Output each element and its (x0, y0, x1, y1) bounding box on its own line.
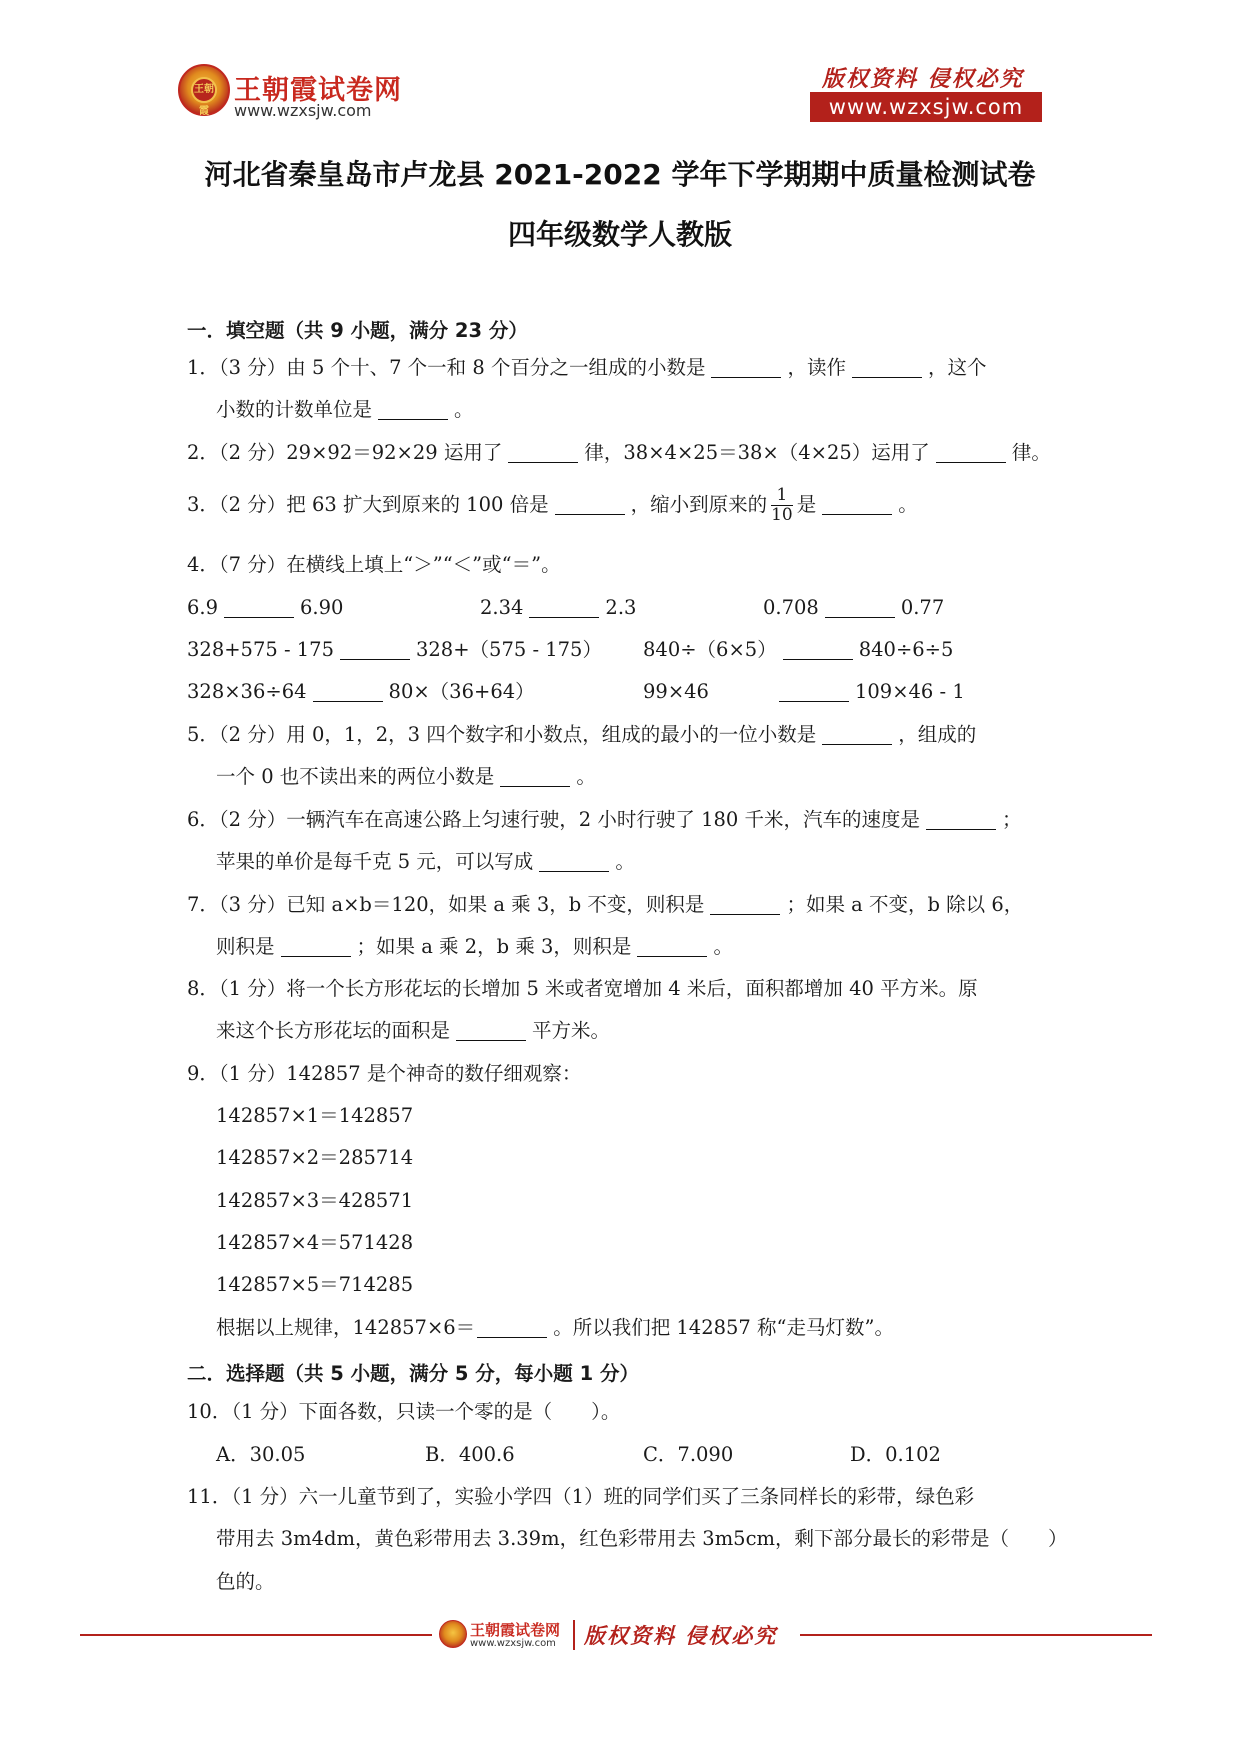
q7-text: 则积是 (216, 935, 275, 958)
footer-logo-icon (439, 1620, 467, 1648)
pattern-line: 142857×1＝142857 (216, 1104, 414, 1127)
choice-option-d[interactable]: D．0.102 (850, 1443, 941, 1466)
q2-text: 2．（2 分）29×92＝92×29 运用了 (187, 441, 503, 464)
answer-blank[interactable] (555, 495, 625, 515)
answer-blank[interactable] (456, 1021, 526, 1041)
question-8-cont (216, 1019, 610, 1043)
answer-blank[interactable] (529, 598, 599, 618)
q3-text: 是 (796, 493, 817, 516)
answer-blank[interactable] (926, 810, 996, 830)
rights-notice: 版权资料 侵权必究 (822, 66, 1024, 92)
answer-blank[interactable] (711, 358, 781, 378)
fraction-denominator: 10 (771, 505, 793, 525)
compare-right: 109×46 - 1 (854, 680, 965, 703)
q7-text: 7．（3 分）已知 a×b＝120，如果 a 乘 3，b 不变，则积是 (187, 893, 705, 916)
emblem-text: 王朝霞 (191, 77, 217, 103)
answer-blank[interactable] (637, 937, 707, 957)
section-heading-fill-blank: 一．填空题（共 9 小题，满分 23 分） (187, 319, 528, 342)
compare-right: 0.77 (900, 596, 945, 619)
q6-text: 。 (615, 850, 635, 873)
compare-item (187, 680, 535, 704)
fraction-numerator: 1 (771, 486, 793, 506)
logo-url: www.wzxsjw.com (234, 101, 372, 120)
pattern-line: 142857×2＝285714 (216, 1146, 414, 1169)
question-7 (187, 893, 1023, 917)
q6-text: 6．（2 分）一辆汽车在高速公路上匀速行驶，2 小时行驶了 180 千米，汽车的速度是 (187, 808, 920, 831)
question-4: 4．（7 分）在横线上填上“＞”“＜”或“＝”。 (187, 553, 561, 576)
compare-left: 328+575 - 175 (187, 638, 334, 661)
q1-text: 。 (454, 398, 474, 421)
logo-emblem-icon (178, 64, 230, 116)
q1-text: ，读作 (787, 356, 846, 379)
q9-text: 根据以上规律，142857×6＝ (216, 1316, 476, 1339)
question-11-cont: 带用去 3m4dm，黄色彩带用去 3.39m，红色彩带用去 3m5cm，剩下部分最长的彩带是（ ） (216, 1527, 1068, 1550)
question-9: 9．（1 分）142857 是个神奇的数仔细观察： (187, 1062, 582, 1085)
question-1 (187, 356, 987, 380)
q8-text: 来这个长方形花坛的面积是 (216, 1019, 451, 1042)
q9-text: 。所以我们把 142857 称“走马灯数”。 (553, 1316, 894, 1339)
answer-blank[interactable] (822, 495, 892, 515)
q1-text: 小数的计数单位是 (216, 398, 373, 421)
q1-text: 1．（3 分）由 5 个十、7 个一和 8 个百分之一组成的小数是 (187, 356, 706, 379)
rights-url-banner: www.wzxsjw.com (810, 92, 1042, 122)
q5-text: ，组成的 (898, 723, 977, 746)
question-1-cont (216, 398, 474, 422)
compare-item (187, 596, 343, 620)
pattern-line: 142857×5＝714285 (216, 1273, 414, 1296)
answer-blank[interactable] (477, 1318, 547, 1338)
logo-name: 王朝霞试卷网 (234, 75, 402, 106)
question-5 (187, 723, 976, 747)
compare-item (643, 638, 953, 662)
compare-item (187, 638, 602, 662)
answer-blank[interactable] (539, 852, 609, 872)
pattern-line: 142857×3＝428571 (216, 1189, 414, 1212)
choice-option-c[interactable]: C．7.090 (643, 1443, 734, 1466)
choice-option-a[interactable]: A．30.05 (216, 1443, 306, 1466)
answer-blank[interactable] (825, 598, 895, 618)
answer-blank[interactable] (224, 598, 294, 618)
compare-right: 6.90 (300, 596, 344, 619)
compare-left: 328×36÷64 (187, 680, 307, 703)
question-11-cont: 色的。 (216, 1570, 275, 1593)
compare-left: 840÷（6×5） (643, 638, 777, 661)
pattern-line: 142857×4＝571428 (216, 1231, 414, 1254)
fraction (771, 486, 793, 525)
footer-logo-url: www.wzxsjw.com (470, 1638, 556, 1649)
section-heading-choice: 二．选择题（共 5 小题，满分 5 分，每小题 1 分） (187, 1362, 639, 1385)
compare-left: 99×46 (643, 680, 709, 703)
q2-text: 律，38×4×25＝38×（4×25）运用了 (584, 441, 930, 464)
footer-divider (573, 1620, 575, 1650)
q5-text: 一个 0 也不读出来的两位小数是 (216, 765, 495, 788)
compare-item (643, 680, 965, 704)
question-5-cont (216, 765, 596, 789)
footer-rights-notice: 版权资料 侵权必究 (584, 1623, 778, 1648)
question-7-cont (216, 935, 733, 959)
q7-text: 。 (713, 935, 733, 958)
question-6 (187, 808, 1022, 832)
q3-text: 。 (898, 493, 918, 516)
answer-blank[interactable] (779, 682, 849, 702)
answer-blank[interactable] (822, 725, 892, 745)
q6-text: ； (1001, 808, 1022, 831)
answer-blank[interactable] (340, 640, 410, 660)
footer-logo-name: 王朝霞试卷网 (470, 1621, 561, 1639)
footer-rule-left (80, 1634, 432, 1636)
compare-right: 2.3 (605, 596, 637, 619)
q5-text: 5．（2 分）用 0，1，2，3 四个数字和小数点，组成的最小的一位小数是 (187, 723, 817, 746)
question-6-cont (216, 850, 635, 874)
q6-text: 苹果的单价是每千克 5 元，可以写成 (216, 850, 534, 873)
answer-blank[interactable] (378, 400, 448, 420)
compare-item (480, 596, 636, 620)
compare-left: 6.9 (187, 596, 219, 619)
answer-blank[interactable] (936, 443, 1006, 463)
compare-left: 0.708 (763, 596, 819, 619)
compare-left: 2.34 (480, 596, 524, 619)
compare-right: 840÷6÷5 (858, 638, 954, 661)
question-10: 10．（1 分）下面各数，只读一个零的是（ ）。 (187, 1400, 621, 1423)
question-2 (187, 441, 1051, 465)
compare-item (763, 596, 944, 620)
page-title: 河北省秦皇岛市卢龙县 2021-2022 学年下学期期中质量检测试卷 (204, 158, 1036, 191)
compare-right: 80×（36+64） (388, 680, 535, 703)
question-8: 8．（1 分）将一个长方形花坛的长增加 5 米或者宽增加 4 米后，面积都增加 40 平方米。原 (187, 977, 978, 1000)
q7-text: ；如果 a 不变，b 除以 6， (786, 893, 1024, 916)
q8-text: 平方米。 (532, 1019, 611, 1042)
question-11: 11．（1 分）六一儿童节到了，实验小学四（1）班的同学们买了三条同样长的彩带，绿色彩 (187, 1485, 975, 1508)
answer-blank[interactable] (710, 895, 780, 915)
q1-text: ，这个 (928, 356, 987, 379)
answer-blank[interactable] (508, 443, 578, 463)
q5-text: 。 (576, 765, 596, 788)
answer-blank[interactable] (500, 767, 570, 787)
q7-text: ；如果 a 乘 2，b 乘 3，则积是 (356, 935, 632, 958)
answer-blank[interactable] (281, 937, 351, 957)
question-9-cont (216, 1316, 894, 1340)
choice-option-b[interactable]: B．400.6 (425, 1443, 515, 1466)
q2-text: 律。 (1011, 441, 1051, 464)
page-subtitle: 四年级数学人教版 (507, 218, 732, 251)
q3-text: ，缩小到原来的 (630, 493, 768, 516)
footer-rule-right (800, 1634, 1152, 1636)
compare-right: 328+（575 - 175） (415, 638, 602, 661)
answer-blank[interactable] (852, 358, 922, 378)
answer-blank[interactable] (313, 682, 383, 702)
q3-text: 3．（2 分）把 63 扩大到原来的 100 倍是 (187, 493, 549, 516)
answer-blank[interactable] (783, 640, 853, 660)
question-3 (187, 486, 918, 525)
